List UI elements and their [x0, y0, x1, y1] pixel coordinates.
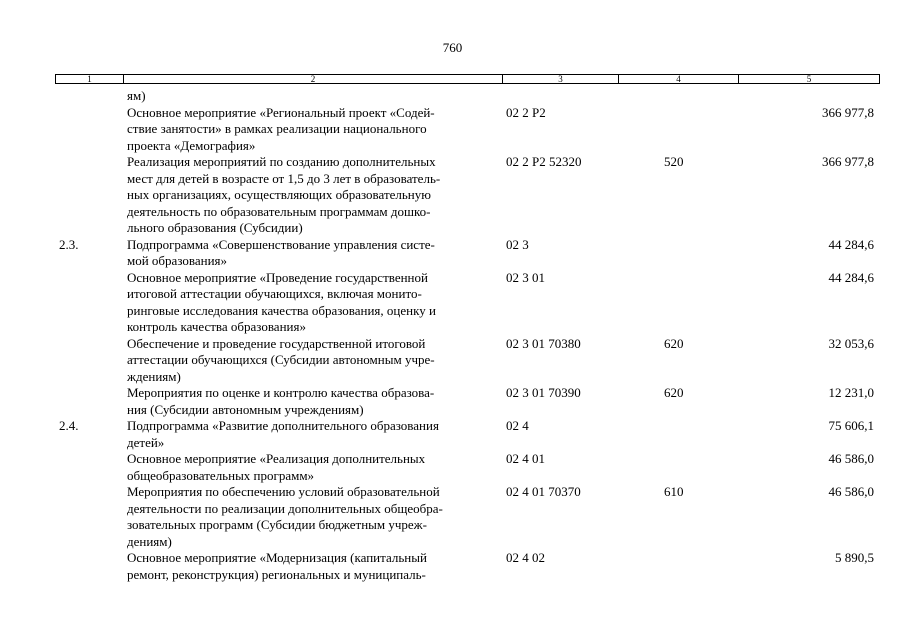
row-name-line: Основное мероприятие «Региональный проект «Содей- [127, 104, 435, 120]
row-code [502, 88, 618, 105]
row-name-line: дениям) [127, 533, 172, 549]
table-row [55, 418, 880, 451]
table-row [55, 550, 880, 583]
row-amount: 75 606,1 [828, 418, 874, 433]
header-col-4: 4 [619, 75, 739, 83]
row-name-line: проекта «Демография» [127, 137, 256, 153]
row-code: 02 3 01 70380 [506, 335, 581, 351]
row-expense-type [618, 550, 738, 583]
row-expense-type: 610 [664, 484, 684, 499]
row-expense-type [618, 237, 738, 270]
row-code: 02 4 01 70370 [506, 484, 581, 499]
table-row [55, 154, 880, 237]
table-row [55, 484, 880, 550]
row-name-line: зовательных программ (Субсидии бюджетным учреж- [127, 517, 427, 532]
table-header [55, 74, 880, 84]
row-name [123, 385, 502, 418]
row-name-line: контроль качества образования» [127, 319, 306, 334]
row-name-line: Подпрограмма «Совершенствование управления систе- [127, 236, 435, 252]
row-code: 02 3 [506, 236, 529, 252]
row-name-line: Обеспечение и проведение государственной итоговой [127, 335, 426, 351]
row-number [55, 88, 123, 105]
row-amount [738, 88, 878, 105]
row-code: 02 4 [506, 418, 529, 433]
row-name-line: Мероприятия по обеспечению условий образовательной [127, 484, 440, 499]
row-name-line: ния (Субсидии автономным учреждениям) [127, 401, 364, 417]
row-code: 02 4 01 [506, 451, 545, 466]
row-name [123, 484, 502, 550]
table-row [55, 336, 880, 386]
row-name-line: Мероприятия по оценке и контролю качества образова- [127, 385, 435, 400]
row-name-line: ям) [127, 88, 146, 103]
row-name-line: детей» [127, 434, 165, 450]
row-number [55, 105, 123, 155]
row-name [123, 237, 502, 270]
row-amount: 32 053,6 [828, 335, 874, 351]
row-name-line: ждениям) [127, 368, 181, 384]
row-name-line: деятельности по реализации дополнительных общеобра- [127, 500, 443, 516]
row-code: 02 4 02 [506, 550, 545, 565]
row-name-line: ремонт, реконструкция) региональных и муниципаль- [127, 566, 426, 582]
row-name [123, 550, 502, 583]
row-code: 02 3 01 [506, 269, 545, 285]
row-name-line: ринговые исследования качества образования, оценку и [127, 302, 436, 318]
row-name-line: итоговой аттестации обучающихся, включая монито- [127, 286, 422, 301]
row-name-line: ствие занятости» в рамках реализации национального [127, 121, 427, 136]
row-name-line: аттестации обучающихся (Субсидии автономным учре- [127, 352, 435, 367]
table-body [55, 88, 880, 583]
header-col-5: 5 [806, 74, 812, 84]
row-name-line: Подпрограмма «Развитие дополнительного образования [127, 418, 439, 433]
row-name [123, 451, 502, 484]
row-name-line: ных организациях, осуществляющих образовательную [127, 187, 431, 202]
row-name-line: мест для детей в возрасте от 1,5 до 3 лет в образователь- [127, 170, 441, 186]
row-amount: 5 890,5 [835, 550, 874, 565]
table-row [55, 451, 880, 484]
row-amount: 366 977,8 [822, 154, 874, 169]
row-expense-type [618, 88, 738, 105]
row-name-line: Реализация мероприятий по созданию дополнительных [127, 154, 436, 169]
header-col-3: 3 [503, 75, 619, 83]
row-amount: 44 284,6 [828, 236, 874, 252]
row-amount: 12 231,0 [828, 385, 874, 400]
row-number: 2.3. [59, 236, 79, 252]
row-name [123, 270, 502, 336]
row-number [55, 336, 123, 386]
row-name-line: Основное мероприятие «Реализация дополнительных [127, 451, 426, 466]
header-col-1: 1 [56, 75, 124, 83]
row-amount: 366 977,8 [822, 104, 874, 120]
row-name [123, 105, 502, 155]
row-name [123, 154, 502, 237]
row-number: 2.4. [59, 418, 79, 433]
table-row [55, 385, 880, 418]
row-code: 02 2 P2 [506, 104, 546, 120]
table-row [55, 270, 880, 336]
table-row [55, 88, 880, 105]
row-amount: 46 586,0 [828, 484, 874, 499]
row-expense-type: 620 [664, 385, 684, 400]
row-number [55, 270, 123, 336]
row-name [123, 418, 502, 451]
row-name-line: Основное мероприятие «Проведение государственной [127, 269, 428, 285]
row-name-line: Основное мероприятие «Модернизация (капитальный [127, 550, 427, 565]
row-expense-type: 620 [664, 335, 684, 351]
row-amount: 44 284,6 [828, 269, 874, 285]
row-name [123, 88, 502, 105]
row-code: 02 2 P2 52320 [506, 154, 582, 169]
row-number [55, 154, 123, 237]
row-number [55, 484, 123, 550]
table-row [55, 105, 880, 155]
row-name-line: мой образования» [127, 253, 228, 268]
row-expense-type [618, 451, 738, 484]
row-expense-type [618, 105, 738, 155]
row-number [55, 385, 123, 418]
row-name-line: деятельность по образовательным программам дошко- [127, 203, 431, 219]
table-row [55, 237, 880, 270]
row-code: 02 3 01 70390 [506, 385, 581, 400]
row-name-line: общеобразовательных программ» [127, 467, 315, 483]
header-col-2: 2 [124, 75, 503, 83]
row-expense-type [618, 270, 738, 336]
row-name [123, 336, 502, 386]
row-expense-type [618, 418, 738, 451]
row-number [55, 550, 123, 583]
row-amount: 46 586,0 [828, 451, 874, 466]
page-number: 760 [442, 40, 463, 55]
row-expense-type: 520 [664, 154, 684, 169]
row-number [55, 451, 123, 484]
row-name-line: льного образования (Субсидии) [127, 220, 303, 235]
